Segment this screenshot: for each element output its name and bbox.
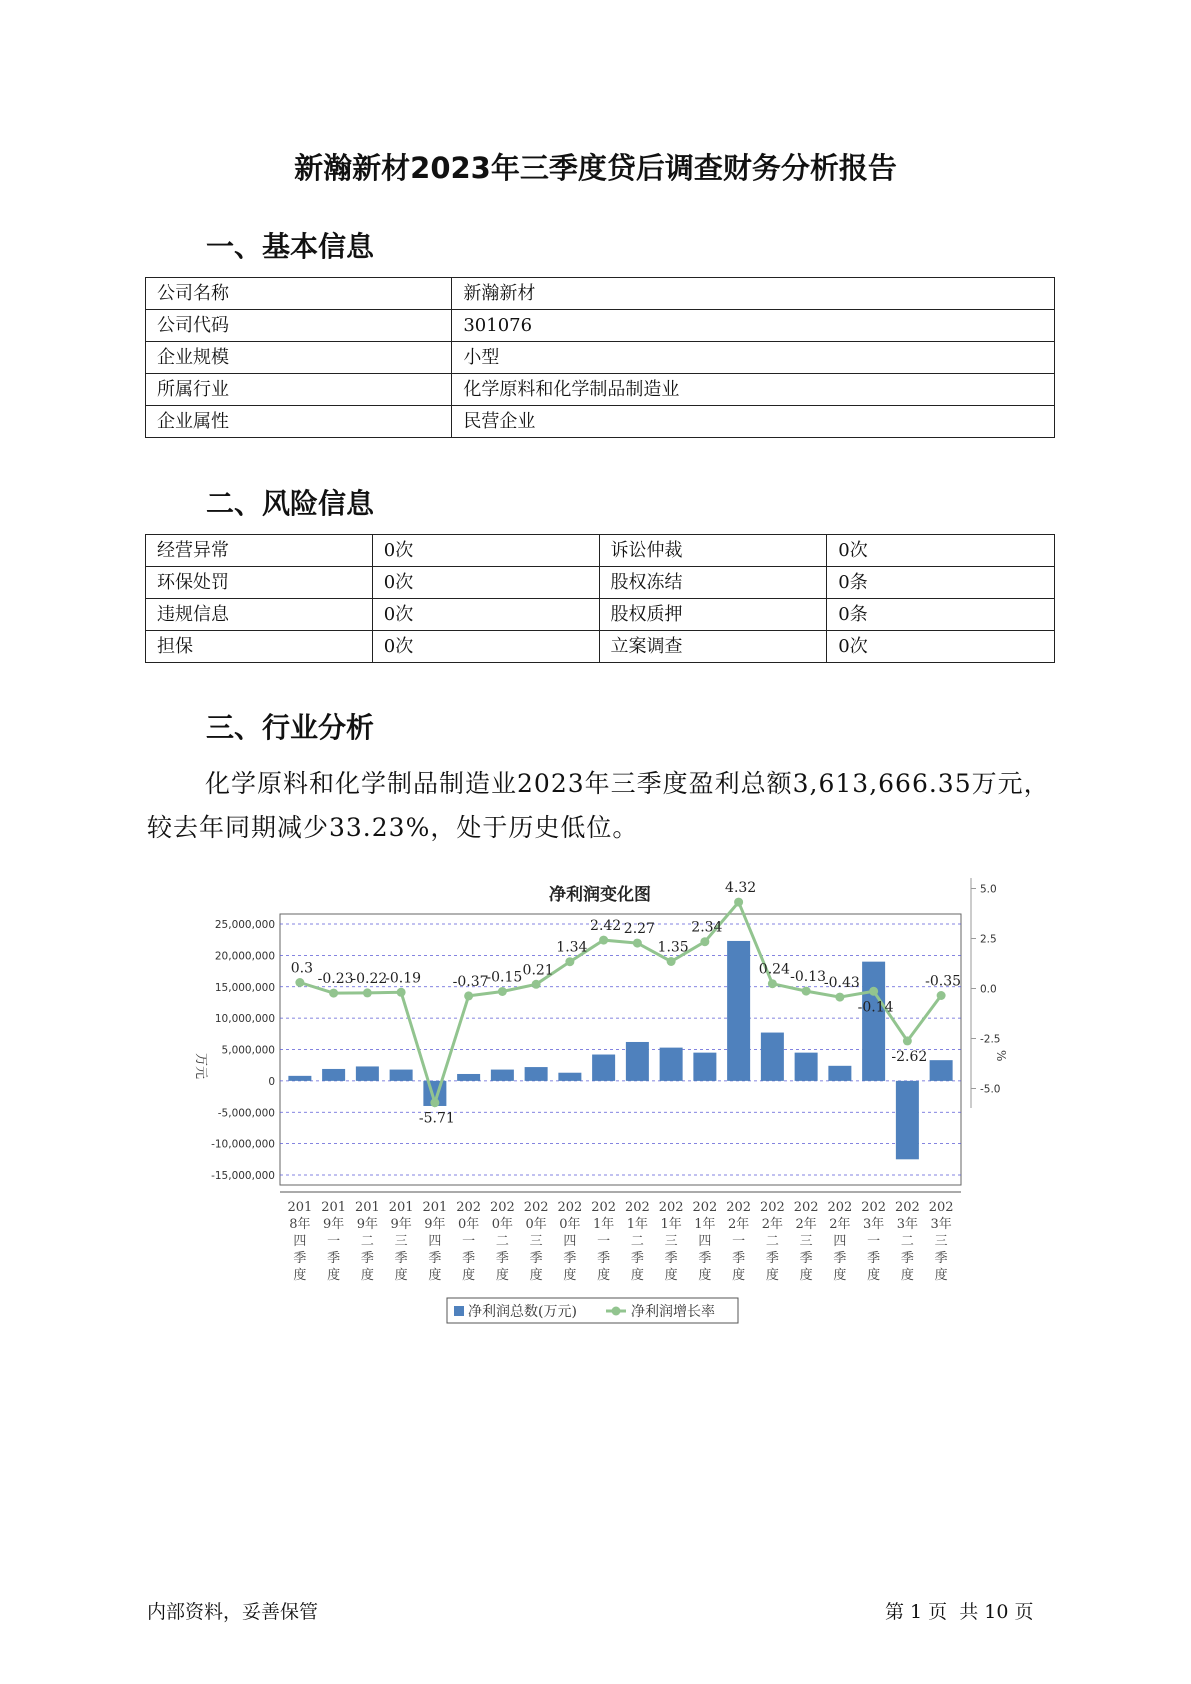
footer-page-number: 第 1 页 共 10 页 bbox=[885, 1601, 1034, 1623]
x-tick-label: 二 bbox=[360, 1234, 374, 1249]
basic-info-row bbox=[146, 342, 1055, 374]
basic-info-row bbox=[146, 278, 1055, 310]
x-tick-label: 202 bbox=[557, 1200, 583, 1215]
x-tick-label: 度 bbox=[529, 1268, 543, 1283]
x-tick-label: 度 bbox=[563, 1268, 577, 1283]
bar bbox=[491, 1070, 514, 1081]
y2-tick-label: 2.5 bbox=[980, 933, 997, 946]
x-tick-label: 四 bbox=[563, 1234, 577, 1249]
growth-rate-point bbox=[397, 988, 406, 997]
risk-info-value-cell: 0次 bbox=[372, 631, 599, 663]
growth-rate-label: 0.3 bbox=[290, 960, 314, 977]
x-tick-label: 度 bbox=[664, 1268, 678, 1283]
risk-info-label-cell: 担保 bbox=[146, 631, 373, 663]
bar bbox=[558, 1073, 581, 1081]
x-tick-label: 3年 bbox=[862, 1217, 885, 1232]
legend-line-label: 净利润增长率 bbox=[631, 1304, 715, 1320]
x-tick-label: 三 bbox=[934, 1234, 948, 1249]
x-tick-label: 度 bbox=[394, 1268, 408, 1283]
y-tick-label: -5,000,000 bbox=[217, 1107, 275, 1120]
basic-info-label-cell: 企业属性 bbox=[146, 406, 452, 438]
y-tick-label: 25,000,000 bbox=[214, 919, 275, 931]
x-tick-label: 201 bbox=[388, 1200, 414, 1215]
x-tick-label: 9年 bbox=[356, 1217, 379, 1232]
risk-info-row bbox=[146, 535, 1055, 567]
x-tick-label: 一 bbox=[867, 1234, 881, 1249]
growth-rate-point bbox=[700, 937, 709, 946]
x-tick-label: 201 bbox=[287, 1200, 313, 1215]
x-tick-label: 202 bbox=[692, 1200, 718, 1215]
growth-rate-point bbox=[768, 979, 777, 988]
x-tick-label: 度 bbox=[495, 1268, 509, 1283]
growth-rate-point bbox=[498, 987, 507, 996]
x-tick-label: 1年 bbox=[626, 1217, 649, 1232]
x-tick-label: 2年 bbox=[727, 1217, 750, 1232]
basic-info-label-cell: 公司代码 bbox=[146, 310, 452, 342]
growth-rate-label: 0.21 bbox=[522, 962, 554, 979]
x-tick-label: 一 bbox=[732, 1234, 746, 1249]
legend-line-marker bbox=[612, 1307, 621, 1316]
x-tick-label: 季 bbox=[732, 1251, 746, 1266]
x-tick-label: 202 bbox=[793, 1200, 819, 1215]
x-tick-label: 二 bbox=[630, 1234, 644, 1249]
growth-rate-point bbox=[667, 957, 676, 966]
section-heading-industry: 三、行业分析 bbox=[206, 711, 375, 744]
x-tick-label: 1年 bbox=[660, 1217, 682, 1232]
x-tick-label: 度 bbox=[698, 1268, 712, 1283]
x-tick-label: 3年 bbox=[930, 1217, 952, 1232]
x-tick-label: 季 bbox=[934, 1251, 948, 1266]
x-tick-label: 9年 bbox=[322, 1217, 345, 1232]
basic-info-table bbox=[145, 277, 1055, 438]
growth-rate-label: 2.42 bbox=[590, 918, 622, 935]
x-tick-label: 季 bbox=[630, 1251, 644, 1266]
x-tick-label: 季 bbox=[293, 1251, 307, 1266]
y2-axis-label: % bbox=[994, 1050, 1008, 1062]
growth-rate-point bbox=[430, 1098, 439, 1107]
x-tick-label: 季 bbox=[597, 1251, 611, 1266]
y2-tick-label: 5.0 bbox=[980, 883, 997, 896]
bar bbox=[322, 1069, 345, 1081]
legend-bar-label: 净利润总数(万元) bbox=[468, 1304, 577, 1320]
growth-rate-point bbox=[329, 989, 338, 998]
chart-title: 净利润变化图 bbox=[549, 885, 651, 905]
x-tick-label: 季 bbox=[900, 1251, 914, 1266]
y2-tick-label: -2.5 bbox=[980, 1033, 1001, 1046]
x-tick-label: 季 bbox=[360, 1251, 374, 1266]
x-tick-label: 1年 bbox=[592, 1217, 615, 1232]
x-tick-label: 度 bbox=[327, 1268, 341, 1283]
basic-info-value-cell: 民营企业 bbox=[452, 406, 1055, 438]
x-tick-label: 一 bbox=[462, 1234, 476, 1249]
risk-info-value-cell: 0次 bbox=[827, 631, 1055, 663]
x-tick-label: 9年 bbox=[424, 1217, 446, 1232]
x-tick-label: 四 bbox=[833, 1234, 847, 1249]
bar bbox=[761, 1033, 784, 1081]
x-tick-label: 季 bbox=[529, 1251, 543, 1266]
y-tick-label: -10,000,000 bbox=[211, 1138, 275, 1151]
x-tick-label: 度 bbox=[462, 1268, 476, 1283]
risk-info-value-cell: 0条 bbox=[827, 567, 1055, 599]
growth-rate-point bbox=[937, 991, 946, 1000]
basic-info-label-cell: 企业规模 bbox=[146, 342, 452, 374]
x-tick-label: 202 bbox=[591, 1200, 617, 1215]
section-heading-risk: 二、风险信息 bbox=[206, 487, 375, 520]
basic-info-value-cell: 新瀚新材 bbox=[452, 278, 1055, 310]
x-tick-label: 季 bbox=[495, 1251, 509, 1266]
x-tick-label: 2年 bbox=[829, 1217, 851, 1232]
bar bbox=[660, 1048, 683, 1081]
growth-rate-point bbox=[599, 936, 608, 945]
x-tick-label: 季 bbox=[428, 1251, 442, 1266]
x-tick-label: 季 bbox=[799, 1251, 813, 1266]
x-tick-label: 202 bbox=[523, 1200, 549, 1215]
basic-info-label-cell: 所属行业 bbox=[146, 374, 452, 406]
growth-rate-label: -0.22 bbox=[351, 970, 388, 987]
x-tick-label: 度 bbox=[597, 1268, 611, 1283]
growth-rate-point bbox=[734, 898, 743, 907]
report-title: 新瀚新材2023年三季度贷后调查财务分析报告 bbox=[294, 151, 897, 185]
bar bbox=[626, 1042, 649, 1081]
x-tick-label: 季 bbox=[462, 1251, 476, 1266]
bar bbox=[525, 1067, 548, 1081]
x-tick-label: 9年 bbox=[390, 1217, 412, 1232]
section-heading-basic: 一、基本信息 bbox=[206, 230, 375, 263]
growth-rate-label: -0.19 bbox=[385, 970, 422, 987]
basic-info-row bbox=[146, 374, 1055, 406]
bar bbox=[693, 1053, 716, 1081]
bar bbox=[390, 1070, 413, 1081]
x-tick-label: 季 bbox=[563, 1251, 577, 1266]
x-tick-label: 201 bbox=[354, 1200, 380, 1215]
x-tick-label: 度 bbox=[799, 1268, 813, 1283]
risk-info-row bbox=[146, 599, 1055, 631]
risk-info-label-cell: 违规信息 bbox=[146, 599, 373, 631]
y-tick-label: 0 bbox=[268, 1075, 275, 1088]
y-tick-label: -15,000,000 bbox=[211, 1170, 275, 1182]
growth-rate-point bbox=[295, 978, 304, 987]
risk-info-value-cell: 0次 bbox=[827, 535, 1055, 567]
x-tick-label: 度 bbox=[867, 1268, 881, 1283]
bar bbox=[457, 1074, 480, 1081]
x-tick-label: 季 bbox=[698, 1251, 712, 1266]
x-tick-label: 季 bbox=[394, 1251, 408, 1266]
x-tick-label: 度 bbox=[833, 1268, 847, 1283]
x-tick-label: 三 bbox=[529, 1234, 543, 1249]
x-tick-label: 度 bbox=[630, 1268, 644, 1283]
basic-info-value-cell: 化学原料和化学制品制造业 bbox=[452, 374, 1055, 406]
x-tick-label: 度 bbox=[900, 1268, 914, 1283]
x-tick-label: 0年 bbox=[559, 1217, 581, 1232]
industry-paragraph bbox=[147, 762, 1067, 850]
net-profit-chart bbox=[185, 878, 1008, 1338]
x-tick-label: 202 bbox=[827, 1200, 853, 1215]
x-tick-label: 202 bbox=[894, 1200, 920, 1215]
x-tick-label: 二 bbox=[900, 1234, 914, 1249]
growth-rate-label: -5.71 bbox=[418, 1110, 455, 1127]
bar bbox=[356, 1066, 379, 1080]
bar bbox=[828, 1066, 851, 1081]
basic-info-row bbox=[146, 310, 1055, 342]
growth-rate-label: -2.62 bbox=[891, 1048, 928, 1065]
x-tick-label: 季 bbox=[765, 1251, 779, 1266]
growth-rate-point bbox=[464, 991, 473, 1000]
x-tick-label: 1年 bbox=[694, 1217, 716, 1232]
risk-info-value-cell: 0次 bbox=[372, 599, 599, 631]
x-tick-label: 度 bbox=[428, 1268, 442, 1283]
legend-bar-swatch bbox=[454, 1306, 464, 1316]
basic-info-row bbox=[146, 406, 1055, 438]
x-tick-label: 202 bbox=[624, 1200, 650, 1215]
x-tick-label: 201 bbox=[422, 1200, 448, 1215]
bar bbox=[727, 941, 750, 1081]
growth-rate-point bbox=[869, 987, 878, 996]
growth-rate-label: 4.32 bbox=[725, 880, 757, 897]
y-tick-label: 15,000,000 bbox=[214, 981, 275, 994]
x-tick-label: 202 bbox=[726, 1200, 752, 1215]
x-tick-label: 0年 bbox=[457, 1217, 480, 1232]
growth-rate-point bbox=[565, 957, 574, 966]
risk-info-value-cell: 0次 bbox=[372, 567, 599, 599]
x-tick-label: 季 bbox=[867, 1251, 881, 1266]
risk-info-value-cell: 0次 bbox=[372, 535, 599, 567]
y-tick-label: 20,000,000 bbox=[214, 950, 275, 963]
growth-rate-label: -0.23 bbox=[317, 971, 354, 988]
growth-rate-label: -0.37 bbox=[452, 973, 489, 990]
risk-info-label-cell: 诉讼仲裁 bbox=[599, 535, 827, 567]
risk-info-row bbox=[146, 631, 1055, 663]
x-tick-label: 一 bbox=[327, 1234, 341, 1249]
x-tick-label: 季 bbox=[833, 1251, 847, 1266]
x-tick-label: 三 bbox=[664, 1234, 678, 1249]
growth-rate-label: -0.13 bbox=[790, 969, 827, 986]
growth-rate-label: 2.27 bbox=[623, 921, 655, 938]
x-tick-label: 三 bbox=[394, 1234, 408, 1249]
growth-rate-label: 0.24 bbox=[758, 961, 790, 978]
x-tick-label: 二 bbox=[495, 1234, 509, 1249]
x-tick-label: 三 bbox=[799, 1234, 813, 1249]
x-tick-label: 201 bbox=[321, 1200, 347, 1215]
risk-info-row bbox=[146, 567, 1055, 599]
x-tick-label: 二 bbox=[765, 1234, 779, 1249]
x-tick-label: 度 bbox=[934, 1268, 948, 1283]
risk-info-value-cell: 0条 bbox=[827, 599, 1055, 631]
y2-tick-label: -5.0 bbox=[980, 1083, 1001, 1096]
growth-rate-point bbox=[835, 993, 844, 1002]
x-tick-label: 202 bbox=[489, 1200, 515, 1215]
x-tick-label: 202 bbox=[456, 1200, 482, 1215]
growth-rate-label: -0.14 bbox=[857, 999, 894, 1016]
basic-info-value-cell: 301076 bbox=[452, 310, 1055, 342]
bar bbox=[896, 1081, 919, 1159]
risk-info-table bbox=[145, 534, 1055, 663]
risk-info-label-cell: 立案调查 bbox=[599, 631, 827, 663]
growth-rate-point bbox=[532, 980, 541, 989]
bar bbox=[795, 1053, 818, 1081]
bar bbox=[288, 1076, 311, 1081]
x-tick-label: 季 bbox=[327, 1251, 341, 1266]
x-tick-label: 度 bbox=[360, 1268, 374, 1283]
risk-info-label-cell: 环保处罚 bbox=[146, 567, 373, 599]
x-tick-label: 度 bbox=[293, 1268, 307, 1283]
risk-info-label-cell: 股权冻结 bbox=[599, 567, 827, 599]
bar bbox=[592, 1055, 615, 1081]
risk-info-label-cell: 股权质押 bbox=[599, 599, 827, 631]
growth-rate-label: 1.34 bbox=[556, 939, 588, 956]
growth-rate-label: 2.34 bbox=[691, 919, 723, 936]
bar bbox=[862, 962, 885, 1081]
x-tick-label: 3年 bbox=[896, 1217, 919, 1232]
x-tick-label: 202 bbox=[928, 1200, 954, 1215]
x-tick-label: 0年 bbox=[525, 1217, 547, 1232]
growth-rate-label: -0.43 bbox=[823, 975, 860, 992]
x-tick-label: 一 bbox=[597, 1234, 611, 1249]
x-tick-label: 0年 bbox=[491, 1217, 514, 1232]
basic-info-label-cell: 公司名称 bbox=[146, 278, 452, 310]
growth-rate-point bbox=[363, 988, 372, 997]
y-axis-label: 万元 bbox=[193, 1053, 208, 1080]
x-tick-label: 2年 bbox=[761, 1217, 784, 1232]
y2-tick-label: 0.0 bbox=[980, 983, 997, 996]
x-tick-label: 四 bbox=[428, 1234, 442, 1249]
growth-rate-point bbox=[802, 987, 811, 996]
y-tick-label: 10,000,000 bbox=[214, 1013, 275, 1026]
growth-rate-point bbox=[633, 939, 642, 948]
growth-rate-label: -0.35 bbox=[925, 973, 962, 990]
x-tick-label: 度 bbox=[765, 1268, 779, 1283]
risk-info-label-cell: 经营异常 bbox=[146, 535, 373, 567]
growth-rate-label: -0.15 bbox=[486, 969, 523, 986]
x-tick-label: 202 bbox=[861, 1200, 887, 1215]
basic-info-value-cell: 小型 bbox=[452, 342, 1055, 374]
bar bbox=[930, 1060, 953, 1081]
x-tick-label: 2年 bbox=[795, 1217, 817, 1232]
x-tick-label: 四 bbox=[293, 1234, 307, 1249]
x-tick-label: 四 bbox=[698, 1234, 712, 1249]
growth-rate-point bbox=[903, 1036, 912, 1045]
x-tick-label: 8年 bbox=[289, 1217, 311, 1232]
industry-paragraph-line-2: 较去年同期减少33.23%，处于历史低位。 bbox=[147, 813, 639, 842]
industry-paragraph-line-1: 化学原料和化学制品制造业2023年三季度盈利总额3,613,666.35万元， bbox=[205, 769, 1050, 798]
growth-rate-label: 1.35 bbox=[657, 939, 689, 956]
footer-confidential: 内部资料，妥善保管 bbox=[147, 1601, 319, 1623]
x-tick-label: 202 bbox=[759, 1200, 785, 1215]
x-tick-label: 季 bbox=[664, 1251, 678, 1266]
y-tick-label: 5,000,000 bbox=[221, 1044, 275, 1057]
x-tick-label: 202 bbox=[658, 1200, 684, 1215]
x-tick-label: 度 bbox=[732, 1268, 746, 1283]
